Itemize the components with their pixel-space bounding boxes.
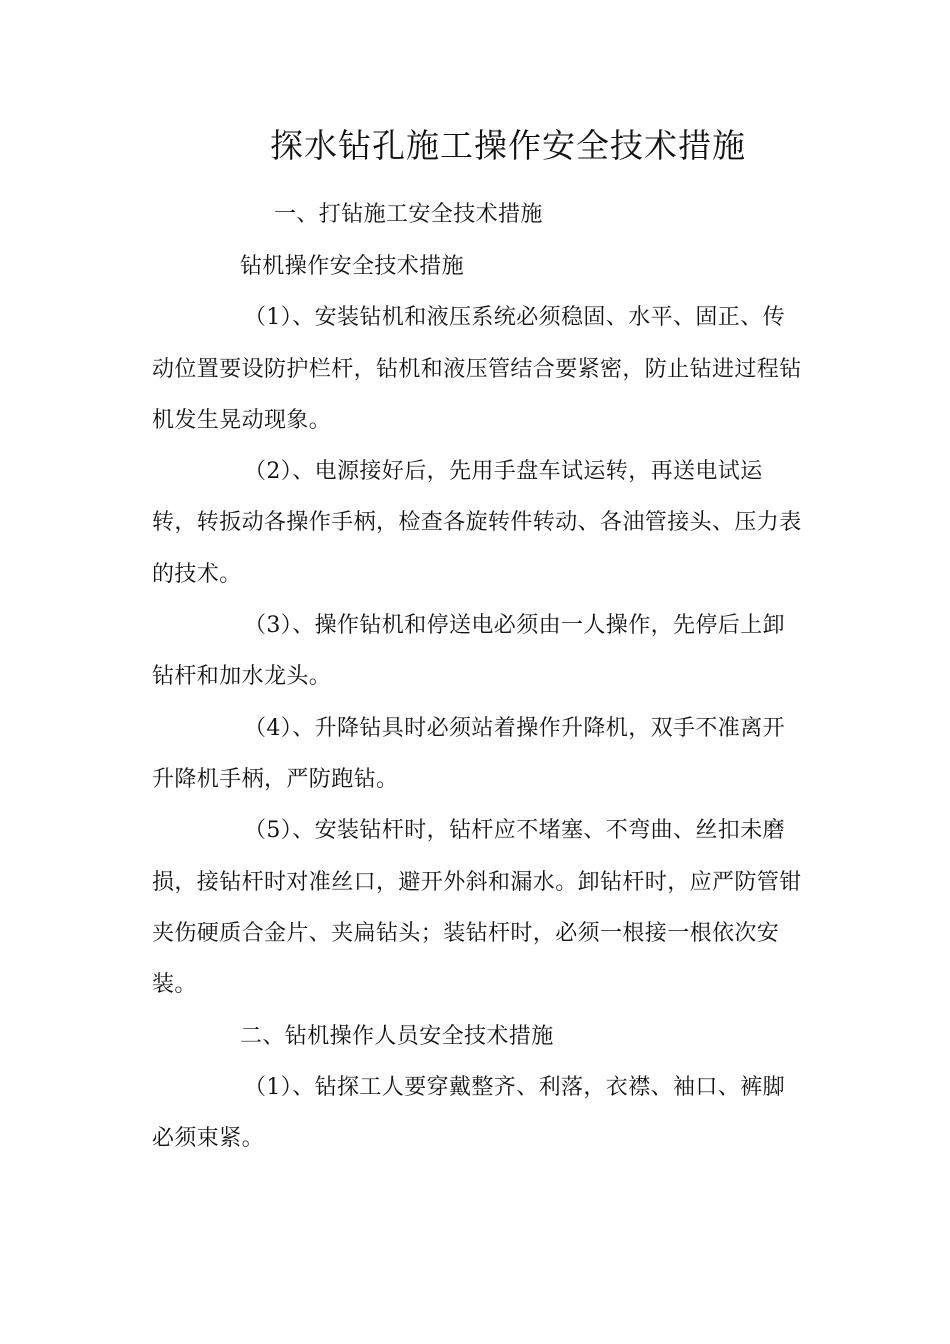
paragraph-line: 升降机手柄，严防跑钻。: [152, 767, 399, 792]
section-heading-2: 二、钻机操作人员安全技术措施: [240, 1024, 554, 1049]
paragraph-line: 的技术。: [152, 562, 242, 587]
paragraph-line: 机发生晃动现象。: [152, 408, 332, 433]
paragraph-line: （3）、操作钻机和停送电必须由一人操作，先停后上卸: [244, 613, 785, 638]
paragraph-line: 转，转扳动各操作手柄，检查各旋转件转动、各油管接头、压力表: [152, 510, 802, 535]
paragraph-line: （1）、安装钻机和液压系统必须稳固、水平、固正、传: [244, 305, 785, 330]
paragraph-line: 装。: [152, 972, 197, 997]
section-heading-1: 一、打钻施工安全技术措施: [274, 202, 543, 227]
paragraph-line: （2）、电源接好后，先用手盘车试运转，再送电试运: [244, 459, 763, 484]
paragraph-line: （4）、升降钻具时必须站着操作升降机，双手不准离开: [244, 716, 785, 741]
document-title: 探水钻孔施工操作安全技术措施: [270, 126, 746, 165]
paragraph-line: 必须束紧。: [152, 1126, 265, 1151]
paragraph-line: 钻杆和加水龙头。: [152, 664, 332, 689]
paragraph-line: （1）、钻探工人要穿戴整齐、利落，衣襟、袖口、裤脚: [244, 1075, 785, 1100]
paragraph-line: （5）、安装钻杆时，钻杆应不堵塞、不弯曲、丝扣未磨: [244, 818, 785, 843]
paragraph-line: 损，接钻杆时对准丝口，避开外斜和漏水。卸钻杆时，应严防管钳: [152, 870, 802, 895]
paragraph-line: 夹伤硬质合金片、夹扁钻头；装钻杆时，必须一根接一根依次安: [152, 921, 780, 946]
subsection-heading: 钻机操作安全技术措施: [240, 254, 465, 279]
paragraph-line: 动位置要设防护栏杆，钻机和液压管结合要紧密，防止钻进过程钻: [152, 357, 802, 382]
